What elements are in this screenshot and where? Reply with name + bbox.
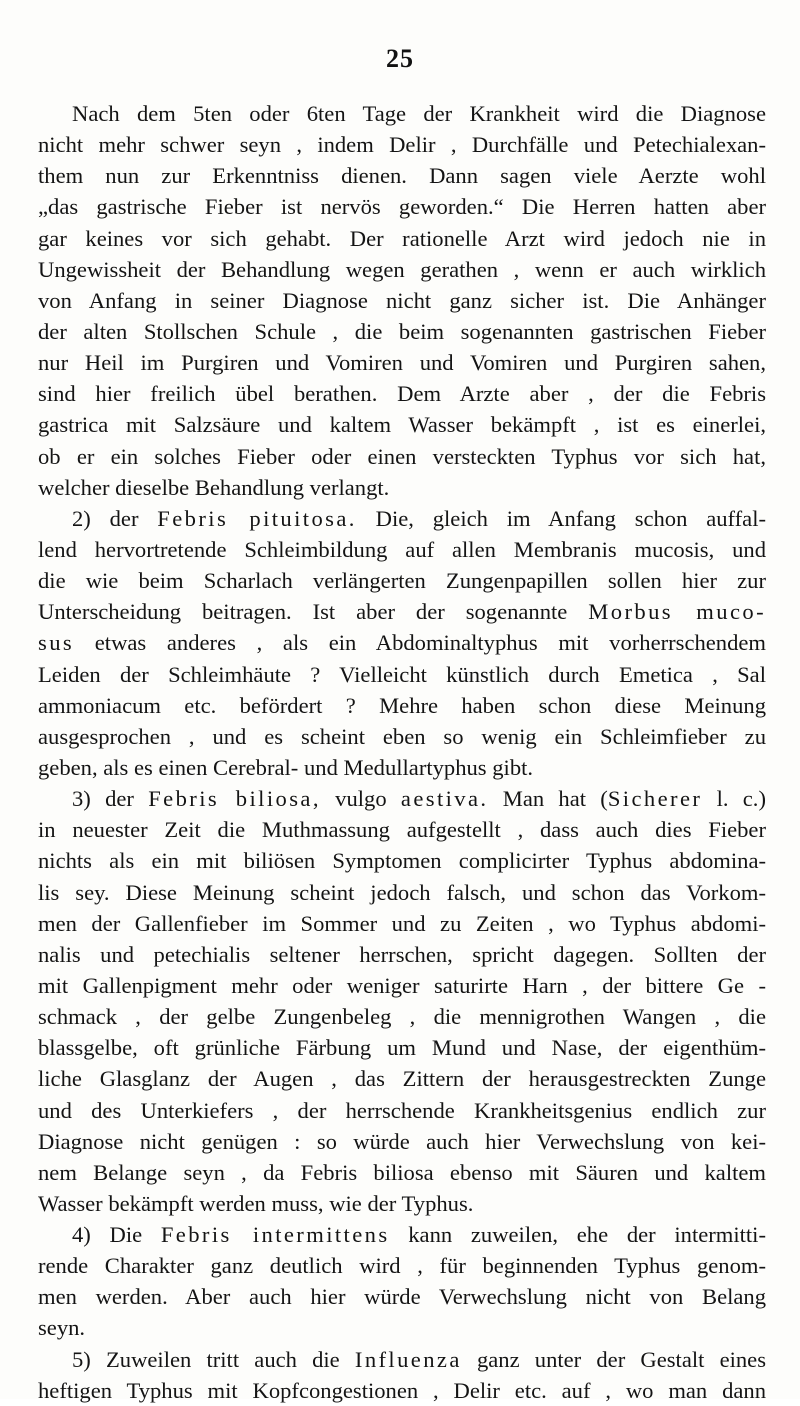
text-segment: nichts als ein mit biliösen Symptomen complicirter Typhus abdomina- xyxy=(38,848,766,874)
text-segment: kann zuweilen, ehe der intermitti- xyxy=(389,1222,766,1248)
text-line xyxy=(38,565,766,596)
text-segment: welcher dieselbe Behandlung verlangt. xyxy=(38,474,390,500)
text-segment: Wasser bekämpft werden muss, wie der Typhus. xyxy=(38,1190,474,1216)
text-line xyxy=(38,845,766,876)
text-segment: Nach dem 5ten oder 6ten Tage der Krankheit wird die Diagnose xyxy=(72,101,766,126)
text-segment: schmack , der gelbe Zungenbeleg , die mennigrothen Wangen , die xyxy=(38,1004,766,1030)
text-segment: 3) der xyxy=(72,786,149,812)
text-segment: und des Unterkiefers , der herrschende Krankheitsgenius endlich zur xyxy=(38,1097,766,1123)
text-line xyxy=(38,223,766,254)
text-line xyxy=(38,1063,766,1094)
text-line xyxy=(38,627,766,658)
text-line xyxy=(38,783,766,814)
text-line xyxy=(38,690,766,721)
text-line xyxy=(38,503,766,534)
text-line xyxy=(38,939,766,970)
text-segment: vulgo xyxy=(320,786,401,812)
text-line xyxy=(38,409,766,440)
text-line xyxy=(38,1344,766,1375)
text-segment: lend hervortretende Schleimbildung auf allen Membranis mucosis, und xyxy=(38,536,766,562)
text-segment: rende Charakter ganz deutlich wird , für beginnenden Typhus genom- xyxy=(38,1253,766,1279)
text-line xyxy=(38,378,766,409)
text-segment: Unterscheidung beitragen. Ist aber der sogenannte xyxy=(38,599,589,625)
text-segment: ausgesprochen , und es scheint eben so wenig ein Schleimfieber zu xyxy=(38,723,766,749)
text-line xyxy=(38,160,766,191)
text-segment: die wie beim Scharlach verlängerten Zungenpapillen sollen hier zur xyxy=(38,568,766,594)
text-segment: Leiden der Schleimhäute ? Vielleicht künstlich durch Emetica , Sal xyxy=(38,661,766,687)
text-segment: blassgelbe, oft grünliche Färbung um Mund und Nase, der eigenthüm- xyxy=(38,1035,766,1061)
text-segment: Man hat ( xyxy=(488,786,608,812)
text-segment: men werden. Aber auch hier würde Verwechslung nicht von Belang xyxy=(38,1284,766,1310)
text-segment: men der Gallenfieber im Sommer und zu Zeiten , wo Typhus abdomi- xyxy=(38,910,766,936)
text-line xyxy=(38,316,766,347)
text-segment: mit Gallenpigment mehr oder weniger saturirte Harn , der bittere Ge - xyxy=(38,972,766,998)
text-line xyxy=(38,659,766,690)
text-segment: der alten Stollschen Schule , die beim sogenannten gastrischen Fieber xyxy=(38,318,766,344)
text-segment: nicht mehr schwer seyn , indem Delir , Durchfälle und Petechialexan- xyxy=(38,132,766,158)
text-segment: nur Heil im Purgiren und Vomiren und Vomiren und Purgiren sahen, xyxy=(38,350,766,376)
text-line xyxy=(38,752,766,783)
spaced-term: Sicherer xyxy=(607,786,703,812)
spaced-term: Morbus muco- xyxy=(588,599,767,625)
text-segment: 2) der xyxy=(72,505,158,531)
text-line xyxy=(38,347,766,378)
text-segment: Diagnose nicht genügen : so würde auch hier Verwechslung von kei- xyxy=(38,1128,766,1154)
text-line xyxy=(38,1188,766,1219)
text-segment: von Anfang in seiner Diagnose nicht ganz sicher ist. Die Anhänger xyxy=(38,287,766,313)
text-line xyxy=(38,1250,766,1281)
text-segment: gar keines vor sich gehabt. Der rationelle Arzt wird jedoch nie in xyxy=(38,225,766,251)
text-segment: liche Glasglanz der Augen , das Zittern der herausgestreckten Zunge xyxy=(38,1066,766,1092)
text-segment: etwas anderes , als ein Abdominaltyphus mit vorherrschendem xyxy=(74,630,766,656)
spaced-term: Influenza xyxy=(354,1346,462,1372)
text-line xyxy=(38,1126,766,1157)
text-segment: ob er ein solches Fieber oder einen versteckten Typhus vor sich hat, xyxy=(38,443,766,469)
body-text xyxy=(38,98,766,1406)
text-line xyxy=(38,98,766,129)
text-line xyxy=(38,472,766,503)
text-line xyxy=(38,1281,766,1312)
text-line xyxy=(38,191,766,222)
text-line xyxy=(38,1032,766,1063)
text-segment: Ungewissheit der Behandlung wegen gerathen , wenn er auch wirklich xyxy=(38,256,766,282)
text-line xyxy=(38,814,766,845)
text-segment: lis sey. Diese Meinung scheint jedoch falsch, und schon das Vorkom- xyxy=(38,879,766,905)
text-segment: heftigen Typhus mit Kopfcongestionen , Delir etc. auf , wo man dann xyxy=(38,1377,766,1403)
text-segment: 5) Zuweilen tritt auch die xyxy=(72,1346,355,1372)
spaced-term: sus xyxy=(38,630,75,656)
text-segment: nem Belange seyn , da Febris biliosa ebenso mit Säuren und kaltem xyxy=(38,1159,766,1185)
text-segment: 4) Die xyxy=(72,1222,161,1248)
text-segment: nalis und petechialis seltener herrschen, spricht dagegen. Sollten der xyxy=(38,941,766,967)
text-segment: ganz unter der Gestalt eines xyxy=(461,1346,766,1372)
text-segment: them nun zur Erkenntniss dienen. Dann sagen viele Aerzte wohl xyxy=(38,163,766,189)
text-line xyxy=(38,285,766,316)
text-line xyxy=(38,970,766,1001)
page-number: 25 xyxy=(386,44,414,73)
text-segment: ammoniacum etc. befördert ? Mehre haben schon diese Meinung xyxy=(38,692,766,718)
text-segment: in neuester Zeit die Muthmassung aufgestellt , dass auch dies Fieber xyxy=(38,817,766,843)
spaced-term: aestiva. xyxy=(400,786,489,812)
text-line xyxy=(38,877,766,908)
text-segment: geben, als es einen Cerebral- und Medullartyphus gibt. xyxy=(38,754,534,780)
text-line xyxy=(38,254,766,285)
text-line xyxy=(38,129,766,160)
spaced-term: Febris intermittens xyxy=(160,1222,390,1248)
text-line xyxy=(38,534,766,565)
text-line xyxy=(38,596,766,627)
text-segment: Die, gleich im Anfang schon auffal- xyxy=(356,505,766,531)
text-line xyxy=(38,1001,766,1032)
text-segment: sind hier freilich übel berathen. Dem Arzte aber , der die Febris xyxy=(38,381,766,407)
text-line xyxy=(38,1375,766,1406)
text-line xyxy=(38,908,766,939)
text-line xyxy=(38,1312,766,1343)
text-segment: seyn. xyxy=(38,1315,86,1341)
spaced-term: Febris biliosa, xyxy=(148,786,321,812)
text-line xyxy=(38,721,766,752)
text-segment: gastrica mit Salzsäure und kaltem Wasser bekämpft , ist es einerlei, xyxy=(38,412,766,438)
text-line xyxy=(38,1219,766,1250)
text-line xyxy=(38,441,766,472)
text-segment: „das gastrische Fieber ist nervös geworden.“ Die Herren hatten aber xyxy=(38,194,766,220)
text-segment: l. c.) xyxy=(702,786,766,812)
text-line xyxy=(38,1095,766,1126)
text-line xyxy=(38,1157,766,1188)
spaced-term: Febris pituitosa. xyxy=(157,505,357,531)
